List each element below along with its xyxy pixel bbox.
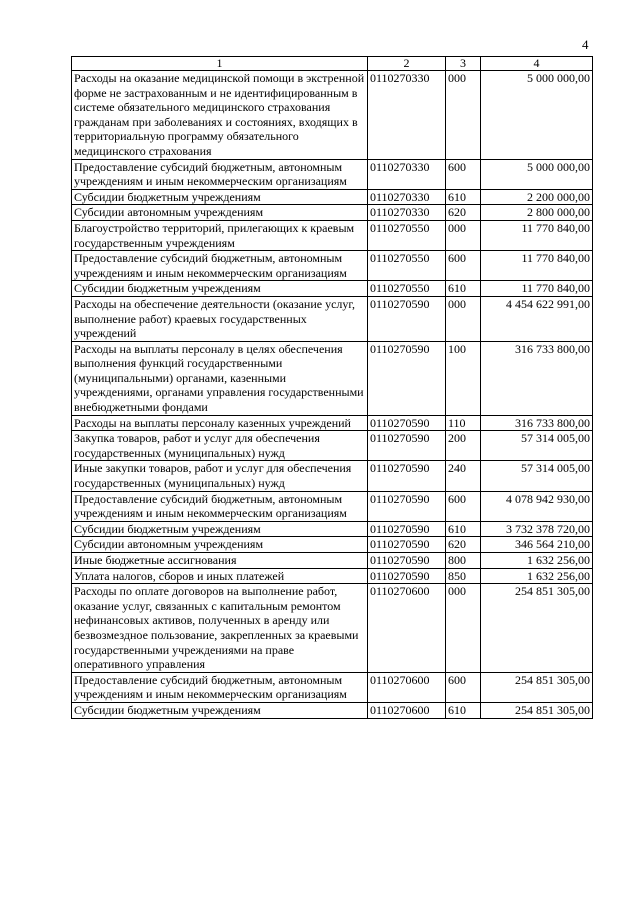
row-amount-cell: 3 732 378 720,00 [481,521,593,537]
row-vr-cell: 200 [446,431,481,461]
row-vr-cell: 240 [446,461,481,491]
table-row [72,296,593,341]
row-csr-cell: 0110270590 [368,461,446,491]
row-vr-cell: 620 [446,537,481,553]
table-row [72,431,593,461]
row-name-cell: Расходы на обеспечение деятельности (оказание услуг, выполнение работ) краевых государственных учреждений [72,296,368,341]
table-row [72,491,593,521]
row-vr-cell: 600 [446,491,481,521]
table-row [72,672,593,702]
row-amount-cell: 57 314 005,00 [481,461,593,491]
budget-table [71,56,593,719]
row-vr-cell: 620 [446,205,481,221]
header-cell-amount: 4 [481,57,593,71]
row-csr-cell: 0110270590 [368,521,446,537]
row-name-cell: Закупка товаров, работ и услуг для обеспечения государственных (муниципальных) нужд [72,431,368,461]
row-amount-cell: 1 632 256,00 [481,568,593,584]
row-amount-cell: 57 314 005,00 [481,431,593,461]
row-amount-cell: 11 770 840,00 [481,281,593,297]
row-name-cell: Субсидии автономным учреждениям [72,205,368,221]
row-vr-cell: 600 [446,672,481,702]
row-amount-cell: 2 800 000,00 [481,205,593,221]
table-row [72,584,593,673]
row-name-cell: Предоставление субсидий бюджетным, автономным учреждениям и иным некоммерческим организациям [72,491,368,521]
row-csr-cell: 0110270550 [368,281,446,297]
table-row [72,415,593,431]
row-amount-cell: 316 733 800,00 [481,341,593,415]
row-vr-cell: 000 [446,584,481,673]
row-vr-cell: 600 [446,251,481,281]
row-amount-cell: 11 770 840,00 [481,251,593,281]
row-csr-cell: 0110270330 [368,189,446,205]
row-vr-cell: 000 [446,71,481,160]
table-row [72,702,593,718]
row-name-cell: Расходы по оплате договоров на выполнение работ, оказание услуг, связанных с капитальным ремонтом нефинансовых активов, полученных в аренду или безвозмездное пользование, закрепленных за краевыми государственными учреждениями на праве оперативного управления [72,584,368,673]
row-name-cell: Предоставление субсидий бюджетным, автономным учреждениям и иным некоммерческим организациям [72,251,368,281]
row-csr-cell: 0110270600 [368,702,446,718]
table-row [72,461,593,491]
table-row [72,251,593,281]
table-row [72,205,593,221]
row-vr-cell: 610 [446,281,481,297]
row-vr-cell: 110 [446,415,481,431]
row-csr-cell: 0110270590 [368,296,446,341]
row-vr-cell: 610 [446,521,481,537]
row-amount-cell: 4 078 942 930,00 [481,491,593,521]
row-vr-cell: 600 [446,159,481,189]
row-vr-cell: 000 [446,220,481,250]
row-csr-cell: 0110270590 [368,568,446,584]
row-amount-cell: 346 564 210,00 [481,537,593,553]
table-header-row [72,57,593,71]
row-csr-cell: 0110270550 [368,251,446,281]
row-name-cell: Субсидии автономным учреждениям [72,537,368,553]
row-vr-cell: 800 [446,553,481,569]
row-name-cell: Предоставление субсидий бюджетным, автономным учреждениям и иным некоммерческим организациям [72,672,368,702]
row-csr-cell: 0110270330 [368,159,446,189]
row-amount-cell: 5 000 000,00 [481,71,593,160]
row-name-cell: Субсидии бюджетным учреждениям [72,702,368,718]
row-vr-cell: 000 [446,296,481,341]
table-row [72,220,593,250]
row-vr-cell: 100 [446,341,481,415]
row-name-cell: Уплата налогов, сборов и иных платежей [72,568,368,584]
row-amount-cell: 1 632 256,00 [481,553,593,569]
row-name-cell: Расходы на выплаты персоналу казенных учреждений [72,415,368,431]
row-name-cell: Субсидии бюджетным учреждениям [72,521,368,537]
row-name-cell: Благоустройство территорий, прилегающих к краевым государственным учреждениям [72,220,368,250]
row-amount-cell: 316 733 800,00 [481,415,593,431]
table-row [72,341,593,415]
row-amount-cell: 4 454 622 991,00 [481,296,593,341]
row-csr-cell: 0110270590 [368,491,446,521]
row-name-cell: Расходы на выплаты персоналу в целях обеспечения выполнения функций государственными (муниципальными) органами, казенными учреждениями, органами управления государственными внебюджетными фондами [72,341,368,415]
table-row [72,281,593,297]
row-csr-cell: 0110270550 [368,220,446,250]
row-amount-cell: 254 851 305,00 [481,584,593,673]
row-name-cell: Субсидии бюджетным учреждениям [72,281,368,297]
page-number: 4 [582,37,589,52]
header-cell-csr: 2 [368,57,446,71]
row-vr-cell: 610 [446,189,481,205]
row-name-cell: Иные закупки товаров, работ и услуг для обеспечения государственных (муниципальных) нужд [72,461,368,491]
row-name-cell: Предоставление субсидий бюджетным, автономным учреждениям и иным некоммерческим организациям [72,159,368,189]
row-name-cell: Субсидии бюджетным учреждениям [72,189,368,205]
row-amount-cell: 2 200 000,00 [481,189,593,205]
header-cell-name: 1 [72,57,368,71]
row-csr-cell: 0110270590 [368,341,446,415]
row-vr-cell: 850 [446,568,481,584]
row-csr-cell: 0110270590 [368,553,446,569]
row-amount-cell: 254 851 305,00 [481,672,593,702]
row-csr-cell: 0110270590 [368,537,446,553]
row-amount-cell: 5 000 000,00 [481,159,593,189]
row-name-cell: Иные бюджетные ассигнования [72,553,368,569]
row-csr-cell: 0110270330 [368,71,446,160]
table-row [72,71,593,160]
row-amount-cell: 254 851 305,00 [481,702,593,718]
table-row [72,537,593,553]
table-row [72,159,593,189]
table-row [72,521,593,537]
table-row [72,553,593,569]
row-csr-cell: 0110270590 [368,431,446,461]
table-row [72,568,593,584]
row-csr-cell: 0110270330 [368,205,446,221]
row-amount-cell: 11 770 840,00 [481,220,593,250]
row-csr-cell: 0110270600 [368,672,446,702]
table-row [72,189,593,205]
row-vr-cell: 610 [446,702,481,718]
row-csr-cell: 0110270600 [368,584,446,673]
row-csr-cell: 0110270590 [368,415,446,431]
header-cell-vr: 3 [446,57,481,71]
row-name-cell: Расходы на оказание медицинской помощи в экстренной форме не застрахованным и не идентифицированным в системе обязательного медицинского страхования гражданам при заболеваниях и состояниях, входящих в территориальную программу обязательного медицинского страхования [72,71,368,160]
